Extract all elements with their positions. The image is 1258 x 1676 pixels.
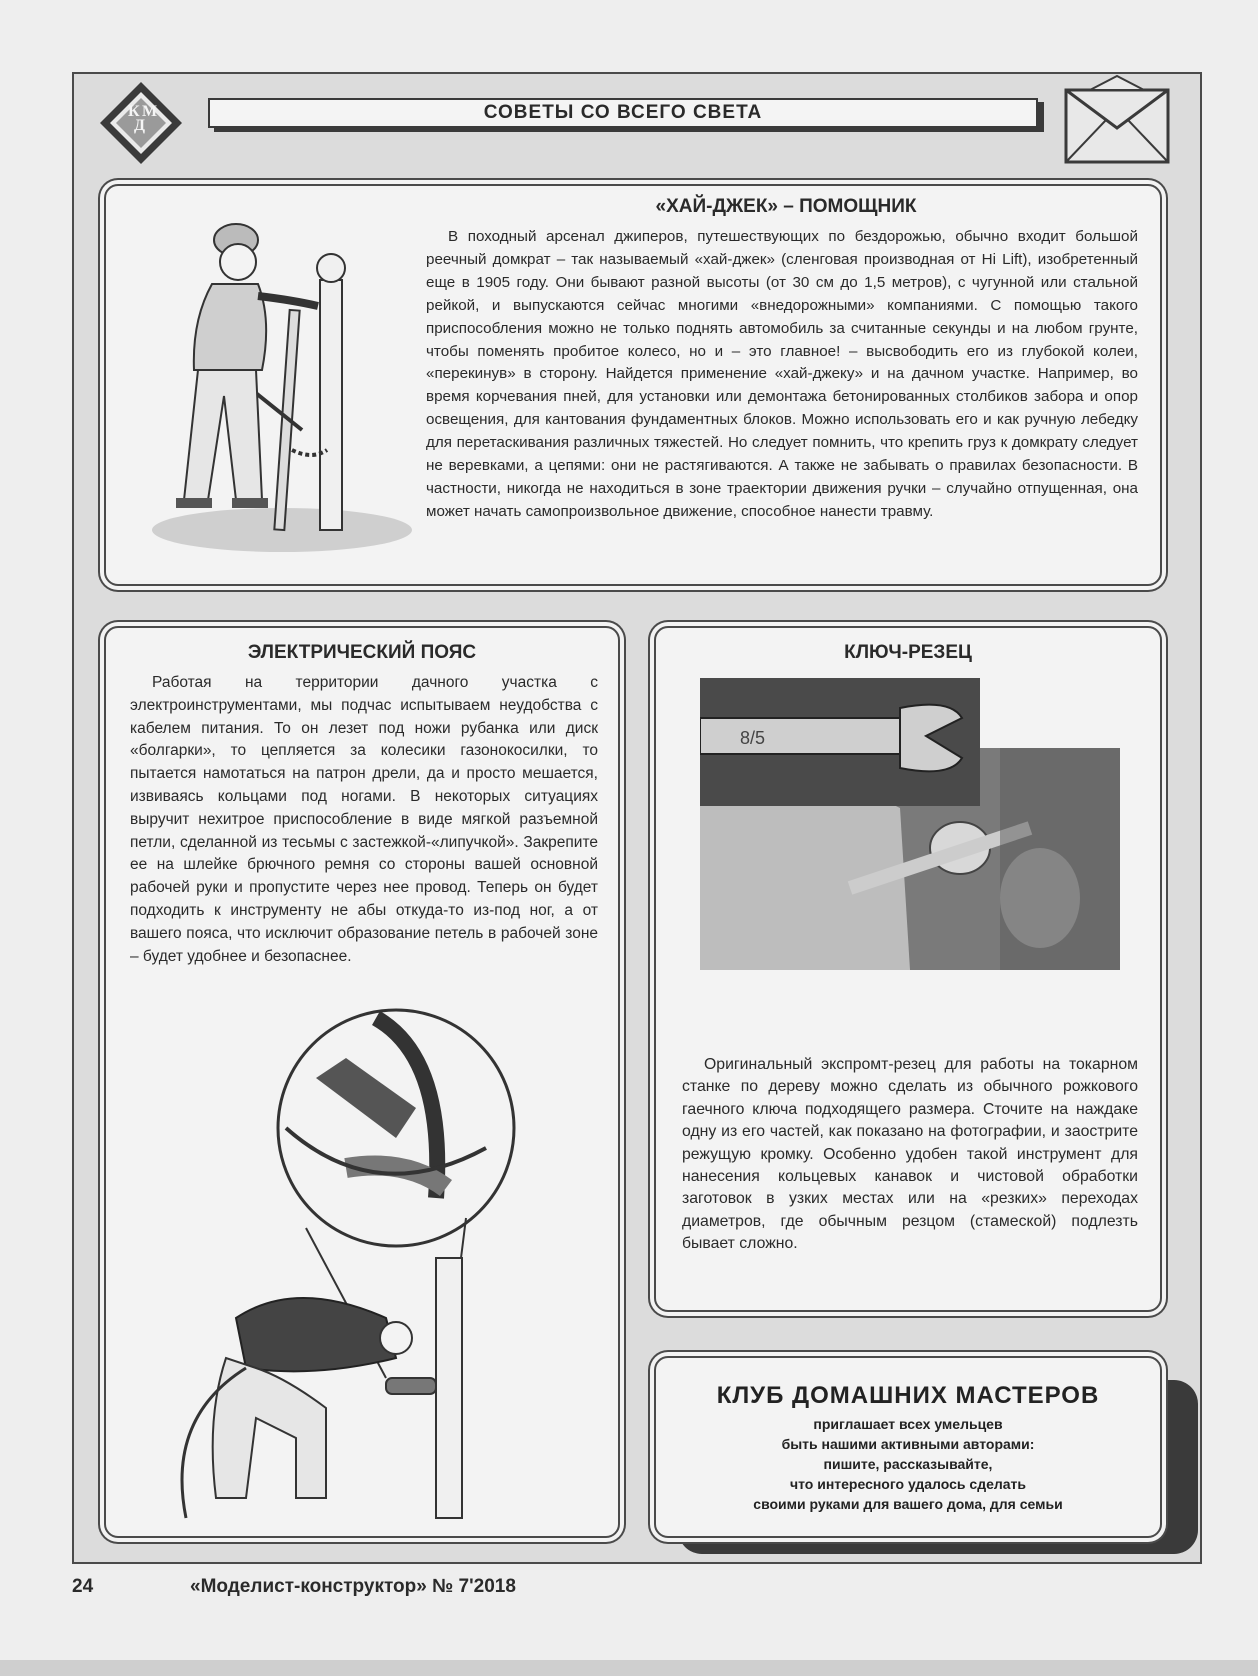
page-number: 24 xyxy=(72,1576,94,1597)
cutter-body: Оригинальный экспромт-резец для работы на токарном станке по дереву можно сделать из обычного рожкового гаечного ключа подходящего размера. Сточите на наждаке одну из его частей, как показано на фотографии, и заострите режущую кромку. Особенно удобен такой инструмент для нанесения кольцевых канавок и чистовой обработки заготовок в узких местах или на «резких» переходах диаметров, где обычным резцом (стамеской) подлезть бывает сложно. xyxy=(682,1056,1138,1253)
article-cutter xyxy=(654,626,1162,1312)
envelope-icon xyxy=(1062,74,1172,166)
belt-body: Работая на территории дачного участка с электроинструментами, мы подчас испытываем неудобства с кабелем питания. То он лезет под ножи рубанка или диск «болгарки», то цепляется за колесики газонокосилки, то пытается намотаться на патрон дрели, да и просто мешается, извиваясь кольцами под ногами. В некоторых ситуациях выручит нехитрое приспособление в виде мягкой разъемной петли, сделанной из тесьмы с застежкой-«липучкой». Закрепите ее на шлейке брючного ремня со стороны вашей основной рабочей руки и пропустите через нее провод. Теперь он будет подходить к инструменту не абы откуда-то из-под ног, а от вашего пояса, что исключит образование петель в рабочей зоне – будет удобнее и безопаснее. xyxy=(130,674,598,965)
club-line: своими руками для вашего дома, для семьи xyxy=(753,1496,1063,1512)
logo-letter-m: М xyxy=(142,103,158,120)
hijack-illustration xyxy=(132,200,422,570)
club-line: приглашает всех умельцев xyxy=(813,1416,1003,1432)
magazine-title: «Моделист-конструктор» № 7'2018 xyxy=(190,1576,516,1597)
logo-letter-k: К xyxy=(128,103,140,120)
belt-illustration xyxy=(146,998,606,1528)
article-hijack xyxy=(104,184,1162,586)
club-box xyxy=(654,1356,1162,1538)
cutter-photo-wrench xyxy=(700,678,980,806)
scan-edge xyxy=(0,1660,1258,1676)
belt-title: ЭЛЕКТРИЧЕСКИЙ ПОЯС xyxy=(247,642,477,663)
kdm-logo xyxy=(98,80,184,166)
logo-letter-d: Д xyxy=(134,117,146,134)
wrench-marking: 8/5 xyxy=(740,728,766,748)
section-header xyxy=(208,98,1038,128)
club-line: быть нашими активными авторами: xyxy=(781,1436,1035,1452)
club-title: КЛУБ ДОМАШНИХ МАСТЕРОВ xyxy=(716,1382,1100,1409)
article-belt xyxy=(104,626,620,1538)
section-title: СОВЕТЫ СО ВСЕГО СВЕТА xyxy=(483,102,763,123)
hijack-body: В походный арсенал джиперов, путешествующих по бездорожью, обычно входит большой реечный домкрат – так называемый «хай-джек» (сленговая производная от Hi Lift), изобретенный еще в 1905 году. Они бывают разной высоты (от 30 см до 1,5 метров), с чугунной или стальной рейкой, и выпускаются сейчас многими «внедорожными» компаниями. С помощью такого приспособления можно не только поднять автомобиль за считанные секунды и на любом грунте, чтобы поменять пробитое колесо, но и – это главное! – высвободить его из глубокой колеи, «перекинув» в сторону. Найдется применение «хай-джеку» и на дачном участке. Например, во время корчевания пней, для установки или демонтажа бетонированных столбиков забора и опор освещения, для кантования фундаментных блоков. Можно использовать его и как ручную лебедку для перетаскивания различных тяжестей. Но следует помнить, что крепить груз к домкрату следует не веревками, а цепями: они не растягиваются. А также не забывать о правилах безопасности. В частности, никогда не находиться в зоне траектории движения ручки – случайно отпущенная, она может начать самопроизвольное движение, способное нанести травму. xyxy=(426,228,1138,520)
cutter-title: КЛЮЧ-РЕЗЕЦ xyxy=(844,642,972,663)
club-line: что интересного удалось сделать xyxy=(789,1476,1027,1492)
club-line: пишите, рассказывайте, xyxy=(823,1456,993,1472)
hijack-title: «ХАЙ-ДЖЕК» – ПОМОЩНИК xyxy=(655,196,917,217)
